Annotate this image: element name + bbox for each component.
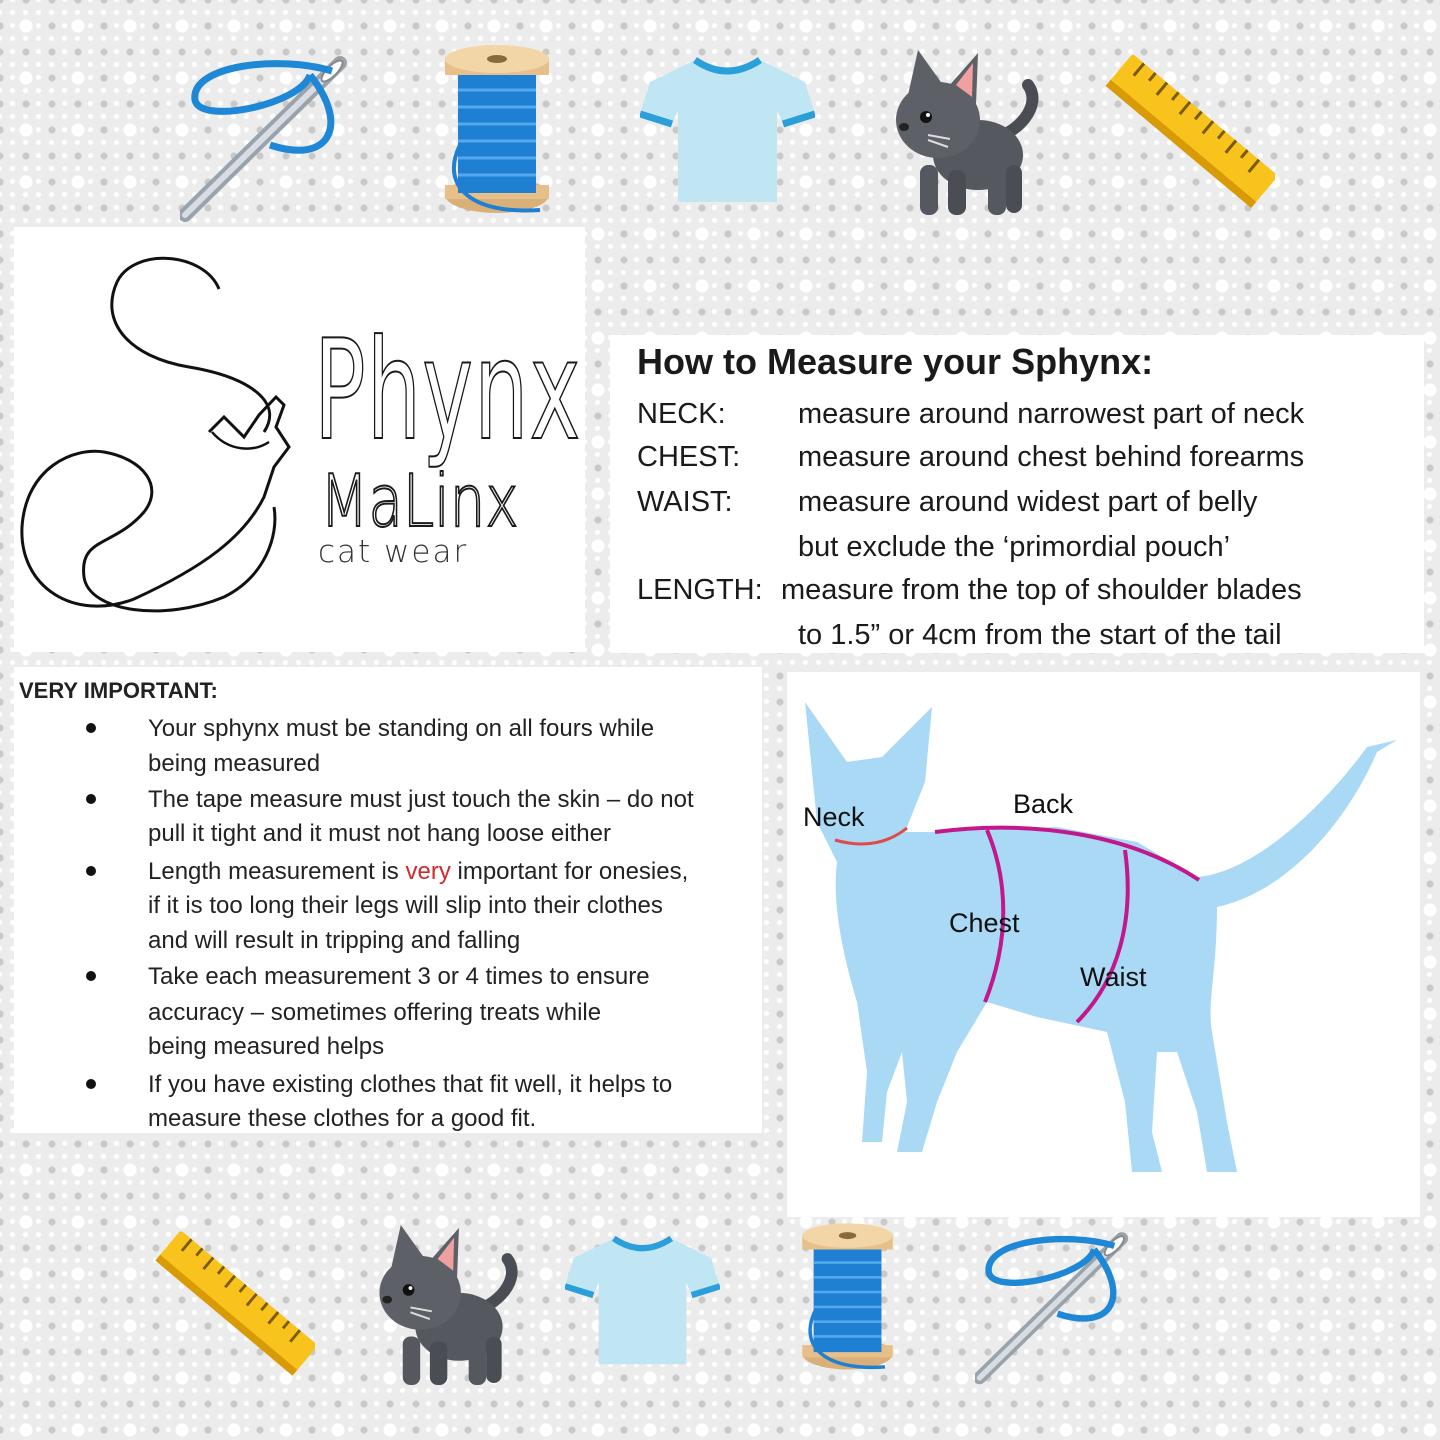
cat-body (805, 702, 1397, 1172)
note-1-line-1: Your sphynx must be standing on all fours while (148, 715, 655, 742)
thread-spool-icon (440, 45, 555, 220)
chest-label: Chest (949, 908, 1020, 938)
neck-instruction: measure around narrowest part of neck (798, 398, 1305, 430)
note-5-line-1: If you have existing clothes that fit well, it helps to (148, 1071, 673, 1098)
note-3-line-3: and will result in tripping and falling (148, 927, 521, 954)
brand-logo (14, 227, 585, 652)
important-notes (14, 667, 762, 1133)
measure-instructions (610, 335, 1424, 653)
neck-label: NECK: (637, 398, 726, 430)
note-2-line-1: The tape measure must just touch the skin – do not (148, 786, 694, 813)
kitten-icon (362, 1220, 522, 1390)
back-label: Back (1013, 789, 1074, 819)
note-5-line-2: measure these clothes for a good fit. (148, 1105, 537, 1132)
bullet-icon (81, 1073, 103, 1095)
needle-thread-icon (180, 45, 360, 225)
note-3-line-1: Length measurement is very important for onesies, (148, 858, 689, 885)
note-4-line-1: Take each measurement 3 or 4 times to ensure (148, 963, 650, 990)
note-2-line-2: pull it tight and it must not hang loose either (148, 820, 611, 847)
waist-instruction: measure around widest part of belly (798, 486, 1258, 518)
logo-word-phynx: Phynx (314, 310, 582, 471)
measure-title: How to Measure your Sphynx: (637, 341, 1154, 382)
bullet-icon (81, 717, 103, 739)
note-4-line-2: accuracy – sometimes offering treats while (148, 999, 602, 1026)
sphynx-cat-silhouette (787, 672, 1420, 1217)
note-1-line-2: being measured (148, 750, 321, 777)
note-4-line-3: being measured helps (148, 1033, 385, 1060)
length-instruction: measure from the top of shoulder blades (781, 574, 1302, 606)
bullet-icon (81, 965, 103, 987)
bullet-icon (81, 860, 103, 882)
waist-label: WAIST: (637, 486, 733, 518)
logo-word-malinx: MaLinx (320, 459, 519, 543)
length-label: LENGTH: (637, 574, 763, 606)
t-shirt-icon (565, 1230, 720, 1370)
cat-measurement-diagram (787, 672, 1420, 1217)
kitten-icon (878, 45, 1043, 220)
neck-label: Neck (803, 802, 865, 832)
needle-thread-icon (975, 1222, 1140, 1387)
thread-spool-icon (798, 1222, 898, 1377)
important-title: VERY IMPORTANT: (19, 678, 218, 703)
waist-instruction-cont: but exclude the ‘primordial pouch’ (798, 531, 1231, 563)
chest-instruction: measure around chest behind forearms (798, 441, 1305, 473)
waist-label: Waist (1080, 962, 1147, 992)
logo-tagline: cat wear (318, 534, 469, 570)
t-shirt-icon (640, 52, 815, 207)
chest-label: CHEST: (637, 441, 741, 473)
ruler-icon (150, 1222, 315, 1387)
ruler-icon (1100, 45, 1275, 220)
note-3-line-2: if it is too long their legs will slip into their clothes (148, 892, 663, 919)
bullet-icon (81, 788, 103, 810)
emphasis-very: very (405, 858, 451, 885)
length-instruction-cont: to 1.5” or 4cm from the start of the tail (798, 619, 1282, 651)
